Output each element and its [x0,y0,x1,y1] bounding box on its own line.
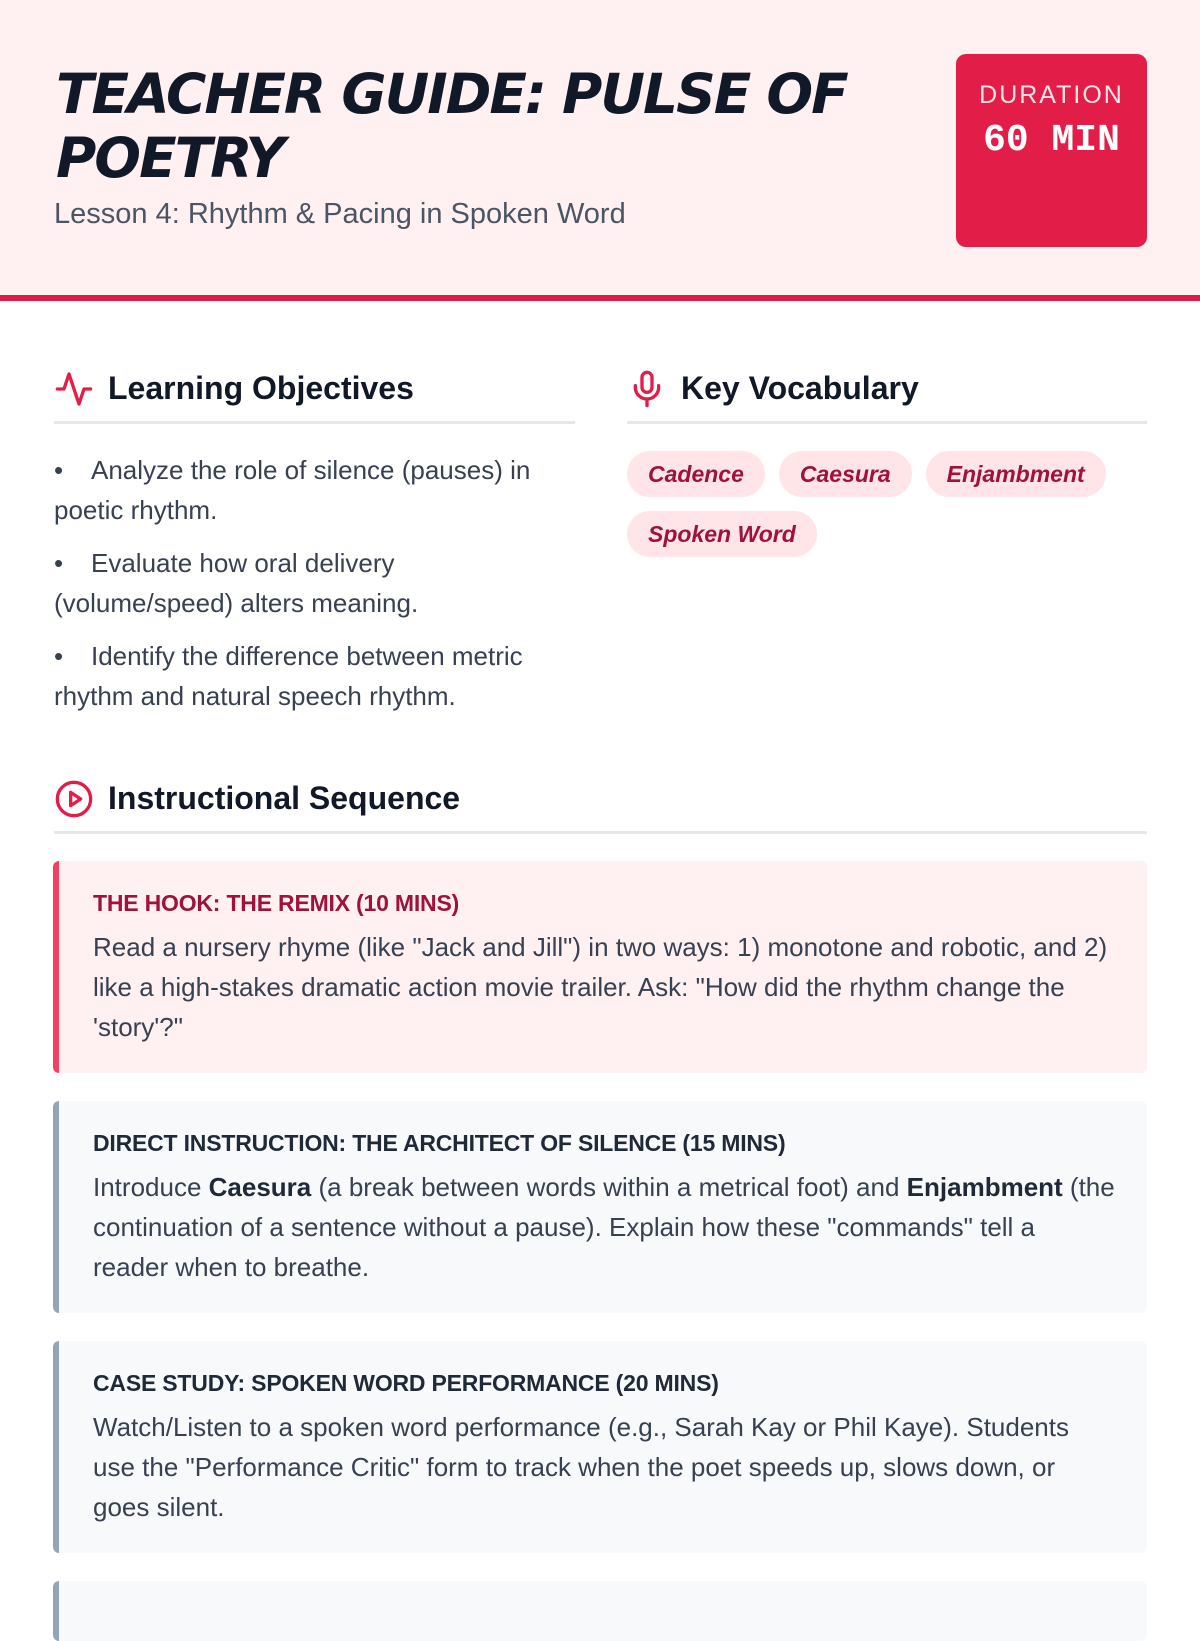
vocab-chip-cadence: Cadence [627,451,765,497]
objectives-list [54,450,579,729]
microphone-icon [627,369,667,409]
sequence-step-direct-instruction [53,1101,1147,1313]
duration-badge [956,54,1147,247]
step-title: DIRECT INSTRUCTION: THE ARCHITECT OF SILENCE (15 MINS) [93,1130,786,1156]
lesson-subtitle: Lesson 4: Rhythm & Pacing in Spoken Word [54,198,626,230]
vocabulary-header [627,356,1147,424]
sequence-header [54,766,1147,834]
vocabulary-heading: Key Vocabulary [681,370,919,406]
vocab-chip-caesura: Caesura [779,451,912,497]
guide-header [0,0,1200,301]
sequence-step-case-study [53,1341,1147,1553]
sequence-heading: Instructional Sequence [108,780,461,816]
step-body: Read a nursery rhyme (like "Jack and Jill") in two ways: 1) monotone and robotic, and 2) like a high-stakes dramatic action movie trailer. Ask: "How did the rhythm change the 'story'?" [93,932,1108,1042]
step-body-text: Introduce [93,1172,209,1202]
vocab-chip-spoken-word: Spoken Word [627,511,817,557]
page-title: TEACHER GUIDE: PULSE OF POETRY [56,62,847,190]
duration-value: 60 MIN [983,119,1120,162]
step-body-text: (a break between words within a metrical foot) and [311,1172,907,1202]
objective-item: • Identify the difference between metric rhythm and natural speech rhythm. [54,636,579,716]
play-circle-icon [54,779,94,819]
step-body-text: (the continuation of a sentence without a pause). Explain how these "commands" tell a reader when to breathe. [93,1172,1115,1282]
objective-item: • Analyze the role of silence (pauses) in poetic rhythm. [54,450,579,530]
duration-label: DURATION [979,81,1124,109]
objective-item: • Evaluate how oral delivery (volume/speed) alters meaning. [54,543,579,623]
term-caesura: Caesura [208,1172,312,1202]
step-body: Watch/Listen to a spoken word performance (e.g., Sarah Kay or Phil Kaye). Students use the "Performance Critic" form to track when the poet speeds up, slows down, or goes silent. [93,1412,1069,1522]
sequence-step-hook [53,861,1147,1073]
vocabulary-chips [627,451,1147,557]
objectives-heading: Learning Objectives [108,370,414,406]
term-enjambment: Enjambment [906,1172,1063,1202]
step-title: CASE STUDY: SPOKEN WORD PERFORMANCE (20 MINS) [93,1370,719,1396]
activity-pulse-icon [54,369,94,409]
step-body [93,1167,1117,1287]
vocab-chip-enjambment: Enjambment [926,451,1106,497]
step-title: THE HOOK: THE REMIX (10 MINS) [93,890,460,916]
sequence-step-next [53,1581,1147,1641]
objectives-header [54,356,575,424]
